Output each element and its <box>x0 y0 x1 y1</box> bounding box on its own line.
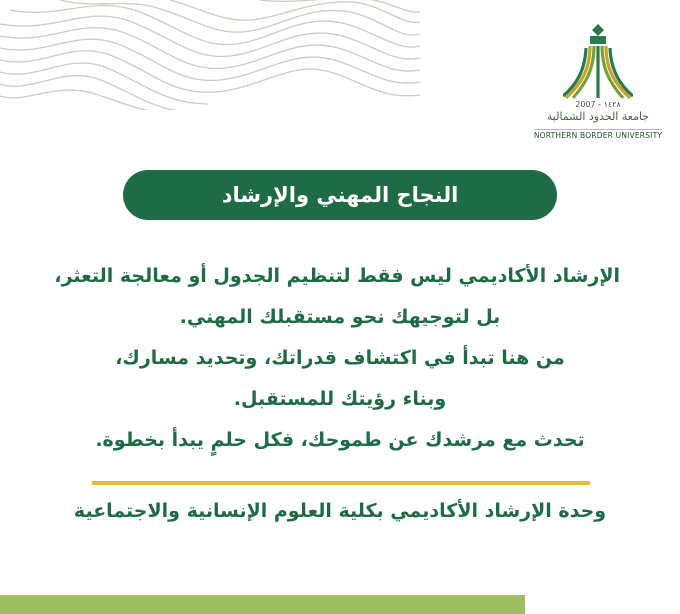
footer-unit-name: وحدة الإرشاد الأكاديمي بكلية العلوم الإنسانية والاجتماعية <box>73 500 607 522</box>
university-name-english: NORTHERN BORDER UNIVERSITY <box>533 131 663 140</box>
body-line: من هنا تبدأ في اكتشاف قدراتك، وتحديد مسارك، <box>115 347 565 369</box>
topographic-line-decoration <box>0 0 420 110</box>
bottom-accent-bar <box>0 595 525 614</box>
founding-year: 2007 - ١٤٢٨ <box>575 100 621 109</box>
page-title: النجاح المهني والإرشاد <box>123 170 557 220</box>
gold-divider <box>92 481 590 485</box>
body-line: بل لتوجيهك نحو مستقبلك المهني. <box>179 306 501 328</box>
body-line: وبناء رؤيتك للمستقبل. <box>233 388 447 410</box>
body-line: الإرشاد الأكاديمي ليس فقط لتنظيم الجدول أو معالجة التعثر، <box>54 265 620 287</box>
body-paragraph <box>54 256 620 461</box>
university-logo <box>528 18 668 148</box>
body-line: تحدث مع مرشدك عن طموحك، فكل حلمٍ يبدأ بخطوة. <box>95 429 585 451</box>
university-name-arabic: جامعة الحدود الشمالية <box>546 110 650 123</box>
university-emblem-icon <box>563 18 633 100</box>
